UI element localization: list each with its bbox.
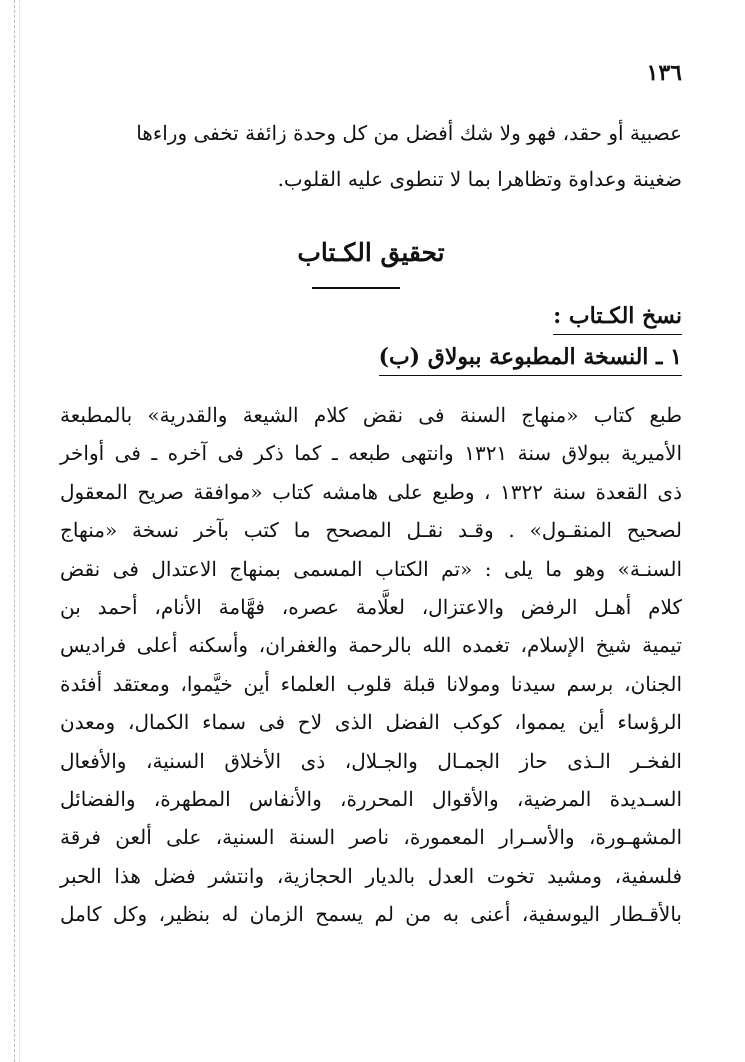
text-line: ضغينة وعداوة وتظاهرا بما لا تنطوى عليه القلوب. (277, 167, 682, 191)
page-number: ١٣٦ (646, 60, 682, 86)
body-paragraph (60, 396, 682, 934)
text-line: كلام أهـل الرفض والاعتزال، لعلَّامة عصره، فهَّامة الأنام، أحمد بن (60, 595, 682, 620)
text-line: تيمية شيخ الإسلام، تغمده الله بالرحمة والغفران، وأسكنه أعلى فراديس (60, 633, 682, 658)
scan-edge-line (19, 0, 21, 1062)
text-line: السـديدة المرضية، والأقوال المحررة، والأنفاس المطهرة، والفضائل (60, 787, 682, 812)
text-line: فلسفية، ومشيد تخوت العدل بالديار الحجازية، وانتشر فضل هذا الحبر (60, 863, 682, 888)
heading-divider (312, 287, 400, 289)
text-line: بالأقـطار اليوسفية، أعنى به من لم يسمح الزمان له بنظير، وكل كامل (60, 902, 683, 927)
section-heading: تحقيق الكـتاب (297, 238, 445, 267)
text-line: المشهـورة، والأسـرار المعمورة، ناصر السنة السنية، على ألعن فرقة (60, 825, 682, 850)
text-line: الأميرية ببولاق سنة ١٣٢١ وانتهى طبعه ـ كما ذكر فى آخره ـ فى أواخر (60, 441, 683, 466)
text-line: الجنان، برسم سيدنا ومولانا قبلة قلوب العلماء أين خيَّموا، ومعتقد أفئدة (60, 671, 682, 696)
text-line: الرؤساء أين يمموا، كوكب الفضل الذى لاح فى سماء الكمال، ومعدن (60, 710, 682, 735)
text-line: لصحيح المنقـول» . وقـد نقـل المصحح ما كتب بآخر نسخة «منهاج (60, 518, 683, 543)
edition-title: ١ ـ النسخة المطبوعة ببولاق (ب) (379, 341, 682, 376)
subsection-title: نسخ الكـتاب : (553, 300, 682, 335)
text-line: عصبية أو حقد، فهو ولا شك أفضل من كل وحدة زائفة تخفى وراءها (136, 121, 682, 145)
scan-edge-line (14, 0, 16, 1062)
book-page (60, 0, 682, 1062)
text-line: الفخـر الـذى حاز الجمـال والجـلال، ذى الأخلاق السنية، والأفعال (60, 748, 682, 773)
text-line: ذى القعدة سنة ١٣٢٢ ، وطبع على هامشه كتاب «موافقة صريح المعقول (60, 479, 682, 504)
text-line: طبع كتاب «منهاج السنة فى نقض كلام الشيعة والقدرية» بالمطبعة (60, 403, 682, 427)
intro-paragraph (60, 110, 682, 202)
text-line: السنـة» وهو ما يلى : «تم الكتاب المسمى بمنهاج الاعتدال فى نقض (60, 556, 682, 581)
